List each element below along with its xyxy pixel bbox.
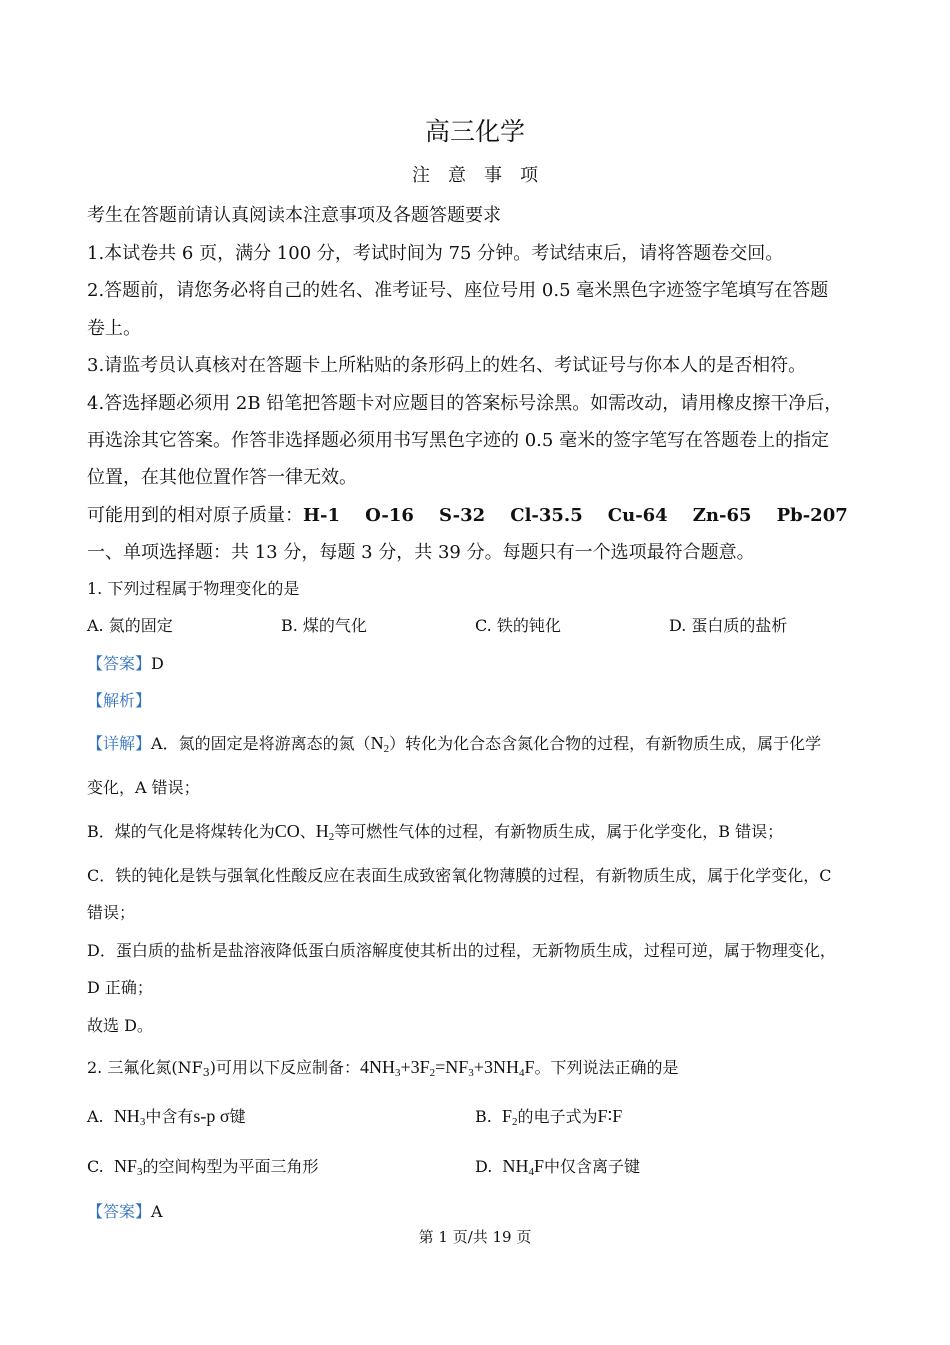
question-1-conclusion: 故选 D。: [87, 1016, 153, 1035]
question-2-option-a: [87, 1104, 246, 1127]
instruction-item-3: 3.请监考员认真核对在答题卡上所粘贴的条形码上的姓名、考试证号与你本人的是否相符。: [87, 355, 807, 376]
answer-value: A: [151, 1202, 163, 1221]
detail-a-text-pre: A．氮的固定是将游离态的氮（: [151, 734, 371, 753]
page-number: 第 1 页/共 19 页: [418, 1228, 532, 1246]
question-1-option-d: D. 蛋白质的盐析: [669, 616, 788, 635]
formula-n2-subscript: 2: [383, 743, 390, 755]
question-2-option-b: [475, 1104, 622, 1127]
analysis-tag: 【解析】: [87, 691, 152, 710]
formula-nh3: $NH_3$: [113, 1106, 146, 1128]
electron-formula: F∶F: [597, 1106, 623, 1126]
question-2-stem-post: 。下列说法正确的是: [534, 1058, 679, 1077]
detail-b-line: [87, 819, 783, 842]
question-2-stem-mid: )可用以下反应制备：: [209, 1058, 360, 1077]
formula-nh4f: $NH_4F$: [502, 1156, 545, 1178]
option-a-label: A.: [87, 1107, 104, 1126]
notice-heading: 注意事项: [412, 165, 556, 186]
question-2-stem-subscript: 3: [202, 1066, 210, 1079]
detail-tag: 【详解】: [87, 734, 152, 753]
option-a-end: 键: [229, 1107, 246, 1126]
option-a-text: 中含有: [145, 1107, 194, 1126]
instruction-item-2-line2: 卷上。: [87, 318, 141, 339]
question-2-stem: [87, 1055, 678, 1078]
question-2-answer: [87, 1199, 163, 1222]
option-d-label: D.: [475, 1157, 493, 1176]
formula-h2: [316, 821, 335, 841]
detail-b-text-post: 等可燃性气体的过程，有新物质生成，属于化学变化，B 错误；: [334, 822, 784, 841]
option-b-text: 的电子式为: [517, 1107, 598, 1126]
atomic-mass-line: [87, 501, 848, 527]
instructions-intro: 考生在答题前请认真阅读本注意事项及各题答题要求: [87, 205, 501, 226]
formula-co: CO: [274, 821, 300, 841]
detail-d-line2: D 正确；: [87, 978, 153, 997]
question-1-option-c: C. 铁的钝化: [475, 616, 561, 635]
formula-h2-subscript: 2: [328, 831, 335, 843]
question-1-stem: 1. 下列过程属于物理变化的是: [87, 579, 300, 598]
question-1-option-b: B. 煤的气化: [281, 616, 367, 635]
bond-type: s-p σ: [193, 1106, 230, 1126]
formula-n2: [371, 733, 390, 753]
detail-a-line2: 变化，A 错误；: [87, 778, 200, 797]
atomic-mass-values: H-1 O-16 S-32 Cl-35.5 Cu-64 Zn-65 Pb-207: [303, 505, 848, 526]
question-2-option-d: [475, 1154, 640, 1177]
detail-c-line1: C．铁的钝化是铁与强氧化性酸反应在表面生成致密氧化物薄膜的过程，有新物质生成，属于化学变化，C: [87, 866, 832, 885]
option-d-text: 中仅含离子键: [544, 1157, 641, 1176]
detail-d-line1: D．蛋白质的盐析是盐溶液降低蛋白质溶解度使其析出的过程，无新物质生成，过程可逆，属于物理变化，: [87, 941, 836, 960]
instruction-item-4-line3: 位置，在其他位置作答一律无效。: [87, 467, 357, 488]
option-c-label: C.: [87, 1157, 104, 1176]
detail-b-text-pre: B．煤的气化是将煤转化为: [87, 822, 275, 841]
option-b-label: B.: [475, 1107, 492, 1126]
instruction-item-4-line1: 4.答选择题必须用 2B 铅笔把答题卡对应题目的答案标号涂黑。如需改动，请用橡皮擦干净后，: [87, 393, 843, 414]
answer-tag: 【答案】: [87, 654, 152, 673]
instruction-item-2-line1: 2.答题前，请您务必将自己的姓名、准考证号、座位号用 0.5 毫米黑色字迹签字笔填写在答题: [87, 280, 829, 301]
formula-n2-symbol: N: [370, 733, 384, 753]
reaction-equation: $4NH_3+3F_2=NF_3+3NH_4F$: [359, 1057, 535, 1079]
formula-h2-symbol: H: [315, 821, 329, 841]
formula-f2: $F_2$: [502, 1106, 518, 1128]
page-title: 高三化学: [424, 117, 525, 146]
answer-tag: 【答案】: [87, 1202, 152, 1221]
instruction-item-4-line2: 再选涂其它答案。作答非选择题必须用书写黑色字迹的 0.5 毫米的签字笔写在答题卷上的指定: [87, 430, 830, 451]
atomic-mass-label: 可能用到的相对原子质量：: [87, 505, 303, 526]
detail-b-separator: 、: [299, 822, 316, 841]
formula-nf3: $NF_3$: [113, 1156, 143, 1178]
question-2-option-c: [87, 1154, 318, 1177]
detail-a-line1: [87, 731, 821, 754]
instruction-item-1: 1.本试卷共 6 页，满分 100 分，考试时间为 75 分钟。考试结束后，请将答题卷交回。: [87, 243, 784, 264]
question-2-stem-pre: 2. 三氟化氮(NF: [87, 1058, 203, 1077]
question-1-option-a: A. 氮的固定: [87, 616, 173, 635]
section-heading: 一、单项选择题：共 13 分，每题 3 分，共 39 分。每题只有一个选项最符合题意。: [87, 542, 755, 563]
option-c-text: 的空间构型为平面三角形: [142, 1157, 319, 1176]
question-1-answer: [87, 651, 164, 674]
answer-value: D: [151, 654, 164, 673]
detail-c-line2: 错误；: [87, 903, 136, 922]
detail-a-text-post: ）转化为化合态含氮化合物的过程，有新物质生成，属于化学: [389, 734, 822, 753]
